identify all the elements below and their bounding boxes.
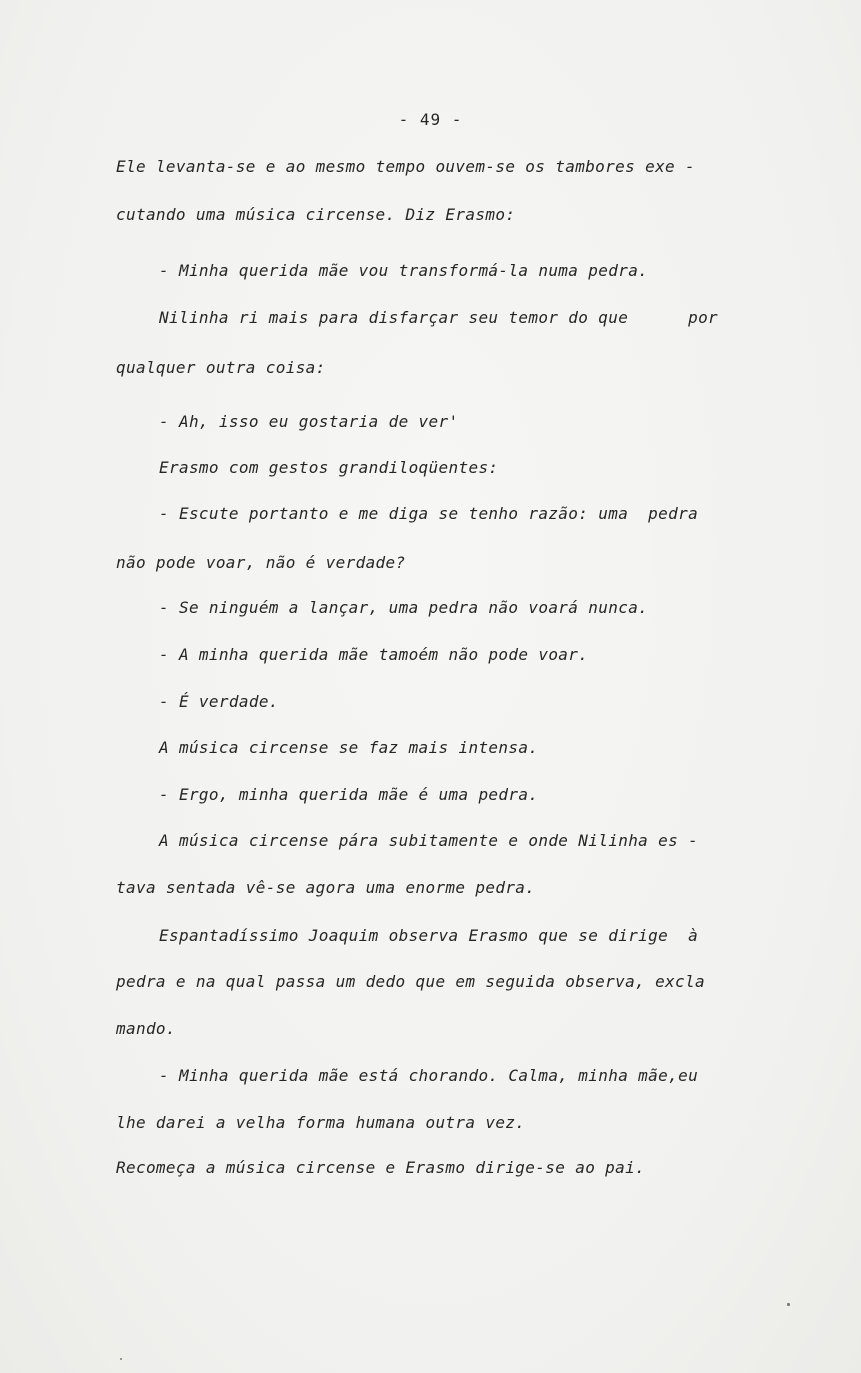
text-line: Espantadíssimo Joaquim observa Erasmo que se dirige à bbox=[159, 926, 699, 945]
paper-speck bbox=[120, 1358, 122, 1360]
text-line: - É verdade. bbox=[159, 692, 279, 711]
text-line: - Ah, isso eu gostaria de ver' bbox=[159, 412, 459, 431]
paper-speck bbox=[787, 1303, 790, 1306]
text-line: A música circense se faz mais intensa. bbox=[159, 738, 539, 757]
text-line: - Se ninguém a lançar, uma pedra não voará nunca. bbox=[159, 598, 649, 617]
text-line: - Escute portanto e me diga se tenho razão: uma pedra bbox=[159, 504, 699, 523]
text-line: Nilinha ri mais para disfarçar seu temor do que por bbox=[159, 308, 719, 327]
text-line: qualquer outra coisa: bbox=[116, 358, 326, 377]
text-line: lhe darei a velha forma humana outra vez. bbox=[116, 1113, 526, 1132]
text-line: mando. bbox=[116, 1019, 176, 1038]
text-line: A música circense pára subitamente e onde Nilinha es - bbox=[159, 831, 699, 850]
text-line: - A minha querida mãe tamoém não pode voar. bbox=[159, 645, 589, 664]
text-line: - Minha querida mãe está chorando. Calma, minha mãe,eu bbox=[159, 1066, 699, 1085]
text-line: Ele levanta-se e ao mesmo tempo ouvem-se os tambores exe - bbox=[116, 157, 696, 176]
text-line: cutando uma música circense. Diz Erasmo: bbox=[116, 205, 516, 224]
text-line: - Ergo, minha querida mãe é uma pedra. bbox=[159, 785, 539, 804]
text-line: Recomeça a música circense e Erasmo dirige-se ao pai. bbox=[116, 1158, 646, 1177]
text-line: Erasmo com gestos grandiloqüentes: bbox=[159, 458, 499, 477]
text-line: não pode voar, não é verdade? bbox=[116, 553, 406, 572]
text-line: pedra e na qual passa um dedo que em seguida observa, excla bbox=[116, 972, 705, 991]
page-number: - 49 - bbox=[398, 110, 463, 129]
text-line: tava sentada vê-se agora uma enorme pedra. bbox=[116, 878, 536, 897]
text-line: - Minha querida mãe vou transformá-la numa pedra. bbox=[159, 261, 649, 280]
